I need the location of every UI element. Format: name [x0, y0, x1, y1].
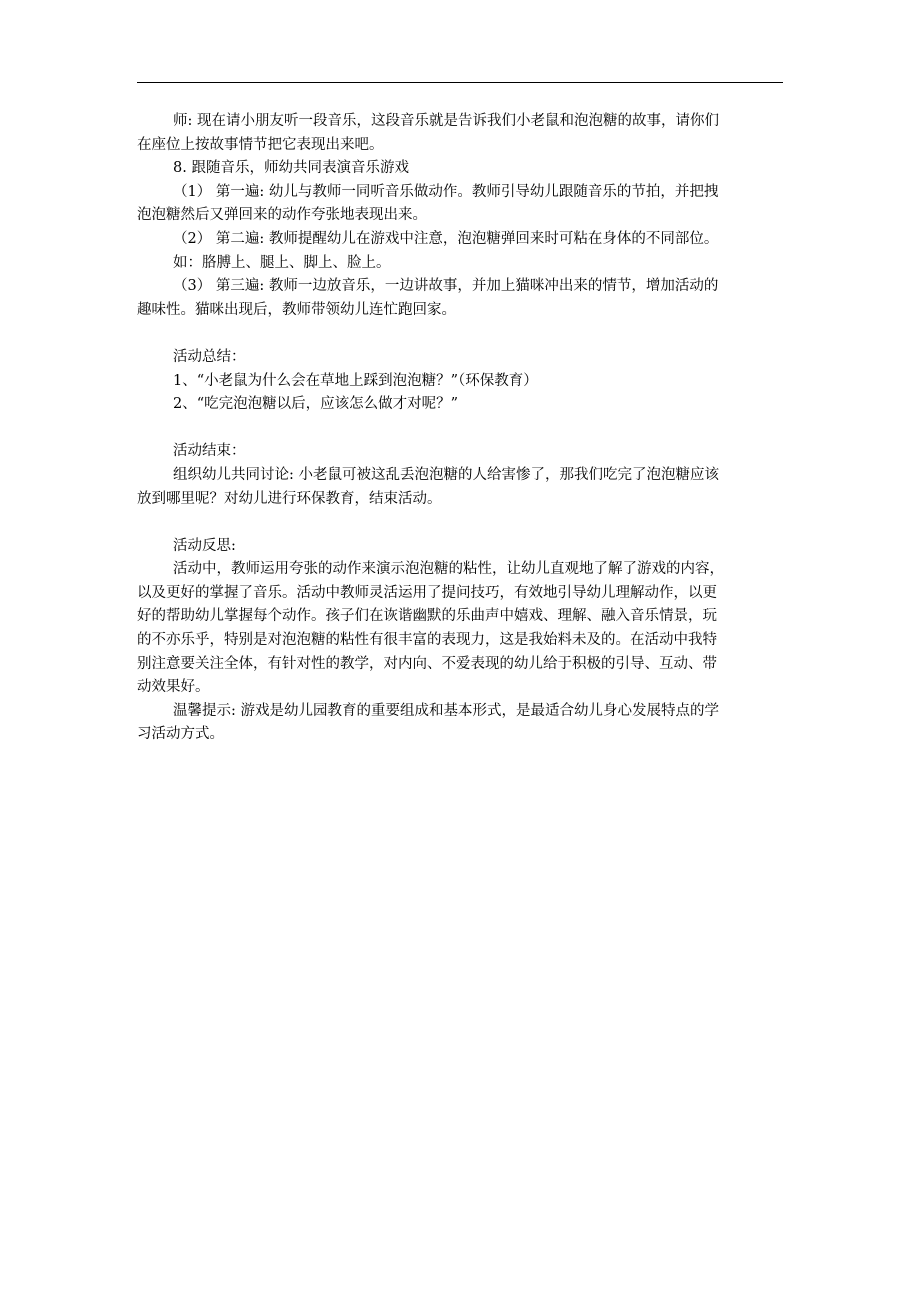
section-heading-reflection: 活动反思: — [173, 537, 236, 554]
text-line: 组织幼儿共同讨论: 小老鼠可被这乱丢泡泡糖的人给害惨了，那我们吃完了泡泡糖应该 — [173, 466, 719, 483]
text-line: 趣味性。猫咪出现后，教师带领幼儿连忙跑回家。 — [137, 301, 456, 318]
text-line: 好的帮助幼儿掌握每个动作。孩子们在诙谐幽默的乐曲声中嬉戏、理解、融入音乐情景，玩 — [137, 608, 717, 625]
paragraph-gap — [137, 322, 787, 346]
text-line: 动效果好。 — [137, 679, 210, 696]
step-heading: 8. 跟随音乐，师幼共同表演音乐游戏 — [173, 160, 409, 177]
text-line: 的不亦乐乎，特别是对泡泡糖的粘性有很丰富的表现力，这是我始料未及的。在活动中我特 — [137, 632, 717, 649]
text-line: 别注意要关注全体，有针对性的教学，对内向、不爱表现的幼儿给于积极的引导、互动、带 — [137, 655, 717, 672]
document-body — [137, 110, 787, 747]
text-line: 活动中，教师运用夸张的动作来演示泡泡糖的粘性，让幼儿直观地了解了游戏的内容， — [173, 561, 724, 578]
text-line: 师: 现在请小朋友听一段音乐，这段音乐就是告诉我们小老鼠和泡泡糖的故事，请你们 — [173, 113, 719, 129]
section-heading-summary: 活动总结： — [173, 348, 246, 365]
text-line: 1、“小老鼠为什么会在草地上踩到泡泡糖？”（环保教育） — [173, 372, 538, 389]
paragraph-gap — [137, 511, 787, 535]
text-line: 如：胳膊上、腿上、脚上、脸上。 — [173, 254, 391, 271]
text-line: 在座位上按故事情节把它表现出来吧。 — [137, 136, 384, 153]
paragraph-gap — [137, 417, 787, 441]
header-rule — [137, 82, 783, 83]
text-line: （2） 第二遍: 教师提醒幼儿在游戏中注意，泡泡糖弹回来时可粘在身体的不同部位。 — [173, 230, 719, 247]
section-heading-ending: 活动结束： — [173, 443, 246, 460]
text-line: 以及更好的掌握了音乐。活动中教师灵活运用了提问技巧，有效地引导幼儿理解动作，以更 — [137, 584, 717, 601]
text-line: 泡泡糖然后又弹回来的动作夸张地表现出来。 — [137, 207, 427, 224]
text-line: （3） 第三遍: 教师一边放音乐，一边讲故事，并加上猫咪冲出来的情节，增加活动的 — [173, 278, 719, 295]
text-line: 2、“吃完泡泡糖以后，应该怎么做才对呢？” — [173, 396, 459, 413]
text-line: 习活动方式。 — [137, 726, 224, 743]
text-line: （1） 第一遍: 幼儿与教师一同听音乐做动作。教师引导幼儿跟随音乐的节拍，并把拽 — [173, 183, 719, 200]
tip-line: 温馨提示: 游戏是幼儿园教育的重要组成和基本形式，是最适合幼儿身心发展特点的学 — [173, 702, 719, 719]
text-line: 放到哪里呢？对幼儿进行环保教育，结束活动。 — [137, 490, 442, 507]
